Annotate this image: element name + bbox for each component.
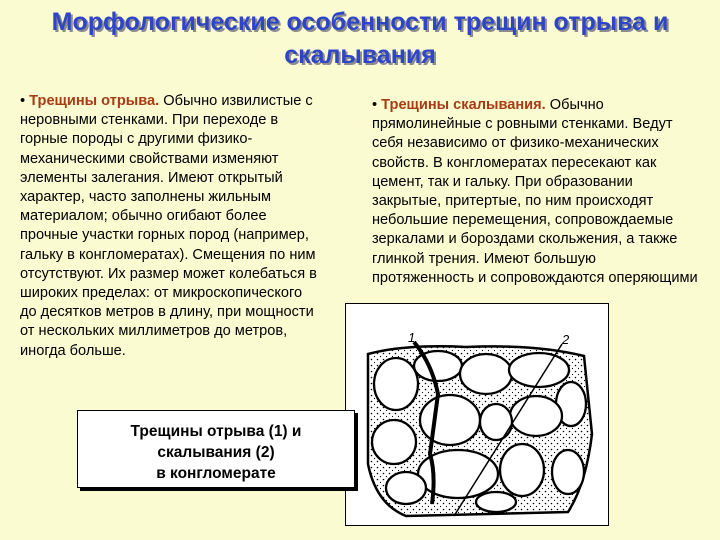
right-heading: Трещины скалывания. [381,97,546,113]
pebble [510,396,562,436]
left-bullet: • [20,93,30,109]
pebble [420,395,480,445]
caption-line-3: в конгломерате [156,465,276,482]
pebble [372,420,416,464]
pebble [374,358,418,410]
slide-title: Морфологические особенности трещин отрыва и скалывания [51,8,669,69]
figure-label-1: 1 [408,330,416,345]
left-heading: Трещины отрыва. [29,93,160,109]
caption-line-1: Трещины отрыва (1) и [130,423,302,440]
left-column [20,92,320,361]
pebble [480,404,512,440]
left-text: Обычно извилистые с неровными стенками. При переходе в горные породы с другими физико-механическими свойствами изменяют элементы залегания. Имеют открытый характер, часто заполнены жильным материалом; обычно огибают более прочные участки горных пород (например, гальку в конгломератах). Смещения по ним отсутствуют. Их размер может колебаться в широких пределах: от микроскопического до десятков метров в длину, при мощности от нескольких миллиметров до метров, иногда больше. [20,93,317,359]
figure-caption-box [77,410,355,488]
figure-label-2: 2 [562,332,570,347]
pebble [500,444,544,496]
right-text: Обычно прямолинейные с ровными стенками. Ведут себя независимо от физико-механических свойств. В конгломератах пересекают как цемент, так и гальку. При образовании закрытые, притертые, по ним происходят небольшие перемещения, сопровождаемые зеркалами и бороздами скольжения, а также глинкой трения. Имеют большую протяженность и сопровождаются оперяющими [372,97,698,286]
conglomerate-figure [345,303,609,526]
pebble [552,450,584,494]
right-bullet: • [372,97,382,113]
pebble [460,354,512,394]
pebble [476,492,516,512]
pebble [386,472,426,504]
caption-line-2: скалывания (2) [157,444,275,461]
right-column [372,96,702,288]
